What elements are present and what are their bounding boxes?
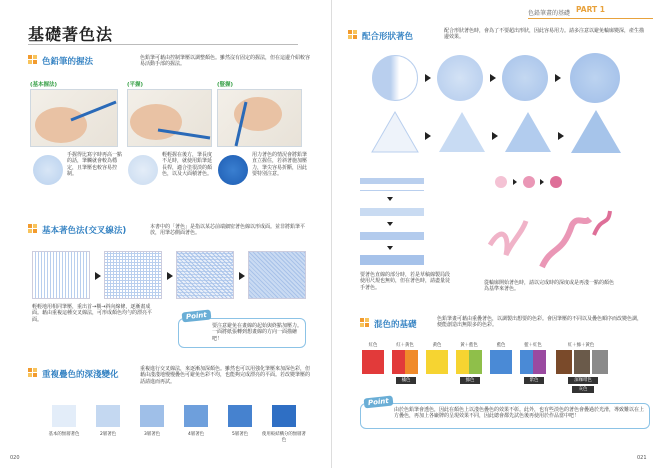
swatch-red-part (392, 350, 405, 374)
shape-circle-step1 (372, 55, 418, 101)
result-dark-brown: 深咖啡色 (568, 377, 598, 384)
grip-text-flat: 輕輕握在後方，筆長度不足時，就使用鉛筆延長桿，適合塗很淡的顏色，以及大面積著色。 (162, 152, 213, 178)
arrow-right-icon (540, 179, 544, 185)
page-number: 021 (637, 455, 647, 461)
point-text: 由於色鉛筆會透色，因此在顏色上以淺色疊色的效果不彰。此外，也有些淡色的著色會疊過於光滑，導致難以在上方疊色，再加上各廠牌的呈現效果不同，因此總會都先試色後再使用於作品當中吧！ (394, 407, 645, 420)
mix-label-red-yellow: 紅＋黃色 (396, 343, 414, 348)
arrow-right-icon (425, 74, 431, 82)
grip-photo-vertical (217, 89, 302, 147)
swatch-blue (490, 350, 512, 374)
ribbon-shapes (482, 205, 622, 275)
swatch-layer-4 (184, 405, 208, 427)
arrow-right-icon (492, 132, 498, 140)
band-final (360, 255, 424, 265)
mix-label-blue: 藍色 (496, 343, 506, 348)
band-full (360, 232, 424, 240)
section-heading-shapes: 配合形狀著色 (362, 32, 414, 42)
section-marker-icon (360, 318, 369, 327)
shapes-caption-left: 要著色直線的部分時，若是草稿線製局段使用尺規也無妨，但在著色時，請盡量徒手著色。 (360, 272, 451, 291)
swatch-yellow (426, 350, 448, 374)
point-badge: Point (364, 396, 394, 409)
point-text: 要注意避免在畫線的起始與終點加壓力。一面將紙張轉到想畫線的方向一面描繪吧！ (212, 323, 303, 342)
grip-tag-vertical: (豎握) (217, 82, 234, 88)
section-heading-grip: 色鉛筆的握法 (42, 57, 94, 67)
hatch-step-cross (104, 251, 162, 299)
arrow-down-icon (387, 197, 393, 201)
arrow-right-icon (95, 272, 101, 280)
arrow-right-icon (558, 132, 564, 140)
section-desc-mixing: 色鉛筆畫可藉由重疊著色，以調製出想要的色彩。會因筆壓的不同以及疊色順序而改變色調，便能創造出無限多的色彩。 (437, 316, 643, 329)
arrow-down-icon (387, 222, 393, 226)
arrow-right-icon (555, 74, 561, 82)
pink-circle-1 (495, 176, 507, 188)
result-purple: 紫色 (524, 377, 544, 384)
band-outline (360, 178, 424, 184)
hand-with-pencil-icon (128, 90, 213, 148)
swatch-brown (556, 350, 572, 374)
arrow-right-icon (425, 132, 431, 140)
shape-circle-step4 (570, 53, 620, 103)
band-partial (360, 208, 424, 216)
arrow-down-icon (387, 246, 393, 250)
hatch-step-vertical (32, 251, 90, 299)
shape-circle-step3 (502, 55, 548, 101)
grip-tag-basic: (基本握法) (30, 82, 58, 88)
header-rule (528, 18, 653, 19)
swatch-gray (592, 350, 608, 374)
swatch-circle-pale (128, 155, 158, 185)
header-label: 色鉛筆畫的基礎 (528, 10, 571, 17)
hand-with-pencil-icon (31, 90, 119, 148)
hatch-step-complete (248, 251, 306, 299)
swatch-label: 5層著色 (232, 432, 248, 437)
swatch-yellow-part (456, 350, 469, 374)
section-marker-icon (28, 368, 37, 377)
band-line (360, 190, 424, 191)
shapes-caption-right: 從輪廓開始著色時，請以完成時的深度或是再淺一點的顏色為基準來著色。 (484, 280, 615, 293)
page-number: 020 (10, 455, 20, 461)
swatch-circle-light (33, 155, 63, 185)
arrow-right-icon (239, 272, 245, 280)
section-heading-layering: 重複疊色的深淺變化 (42, 370, 119, 380)
grip-text-basic: 手握得比寫字時再高一點的話，筆觸就會較為穩定，且筆壓也較容易控制。 (67, 152, 123, 178)
section-desc-layering: 重複進行交叉線法，來逐漸加深顏色。雖然也可以用強化筆壓來加深色彩，但藉由淺淺地慢慢疊色可避免色彩不均，也能夠完成漂亮的平面。若改變筆壓的話請進而再試。 (140, 366, 311, 385)
section-heading-mixing: 混色的基礎 (374, 320, 417, 330)
result-gray: 灰色 (572, 386, 594, 393)
mix-label-yellow-blue: 黃＋藍色 (460, 343, 478, 348)
section-desc-hatching: 本書中的「著色」是指以某芯前端細密著色線以形成面。並非將鉛筆平放，用筆芯側面著色。 (150, 224, 306, 237)
mix-label-red-green-yellow: 紅＋綠＋黃色 (567, 343, 595, 348)
grip-photo-flat (127, 89, 212, 147)
swatch-orange (405, 350, 418, 374)
part-label: PART 1 (576, 5, 605, 14)
section-marker-icon (348, 30, 357, 39)
swatch-dark-brown (574, 350, 590, 374)
mix-label-blue-red: 藍＋紅色 (524, 343, 542, 348)
swatch-label: 4層著色 (188, 432, 204, 437)
arrow-right-icon (167, 272, 173, 280)
hand-with-pencil-icon (218, 90, 303, 148)
swatch-layer-3 (140, 405, 164, 427)
hatching-caption: 輕輕地用相同筆壓，重出首→橫→斜向線條，逐漸畫成面。藉由重複這種交叉線法，可形成顏色均勻的漂亮平面。 (32, 304, 153, 323)
grip-text-vertical: 用力著色的情況會將鉛筆直立握住，若斜著施加壓力，筆尖容易折斷，因此要特別注意。 (252, 152, 308, 178)
swatch-label: 基本的無層著色 (48, 432, 80, 437)
pink-circle-3 (550, 176, 562, 188)
swatch-red (362, 350, 384, 374)
grip-photo-basic (30, 89, 118, 147)
result-green: 綠色 (460, 377, 480, 384)
swatch-label: 使用較結構分的無層著色 (262, 432, 306, 443)
swatch-label: 2層著色 (100, 432, 116, 437)
arrow-right-icon (490, 74, 496, 82)
mix-label-yellow: 黃色 (432, 343, 442, 348)
point-badge: Point (182, 310, 212, 323)
section-desc-grip: 色鉛筆可藉由控制筆壓以調整顏色。雖然沒有固定的握法，但在這邊介紹較容易活動手部的握法。 (140, 55, 311, 68)
mix-label-red: 紅色 (368, 343, 378, 348)
right-page (332, 0, 663, 468)
arrow-right-icon (513, 179, 517, 185)
title-divider (28, 44, 298, 45)
page-title: 基礎著色法 (28, 25, 114, 44)
section-heading-hatching: 基本著色法(交叉線法) (42, 226, 127, 236)
swatch-purple (533, 350, 546, 374)
hatch-step-diagonal (176, 251, 234, 299)
triangle-progression (370, 108, 650, 156)
swatch-blue-part (520, 350, 533, 374)
section-marker-icon (28, 55, 37, 64)
swatch-layer-2 (96, 405, 120, 427)
grip-tag-flat: (平握) (127, 82, 144, 88)
left-page (0, 0, 331, 468)
swatch-heavy-pressure (272, 405, 296, 427)
pink-circle-2 (523, 176, 535, 188)
section-marker-icon (28, 224, 37, 233)
swatch-layer-5 (228, 405, 252, 427)
swatch-label: 3層著色 (144, 432, 160, 437)
swatch-layer-1 (52, 405, 76, 427)
result-orange: 橘色 (396, 377, 416, 384)
section-desc-shapes: 配合形狀著色時，會為了不要超出形狀，因此容易用力。請多注意以避免輪廓變深，產生描邊效果。 (444, 28, 645, 41)
swatch-green (469, 350, 482, 374)
swatch-circle-dark (218, 155, 248, 185)
shape-circle-step2 (437, 55, 483, 101)
